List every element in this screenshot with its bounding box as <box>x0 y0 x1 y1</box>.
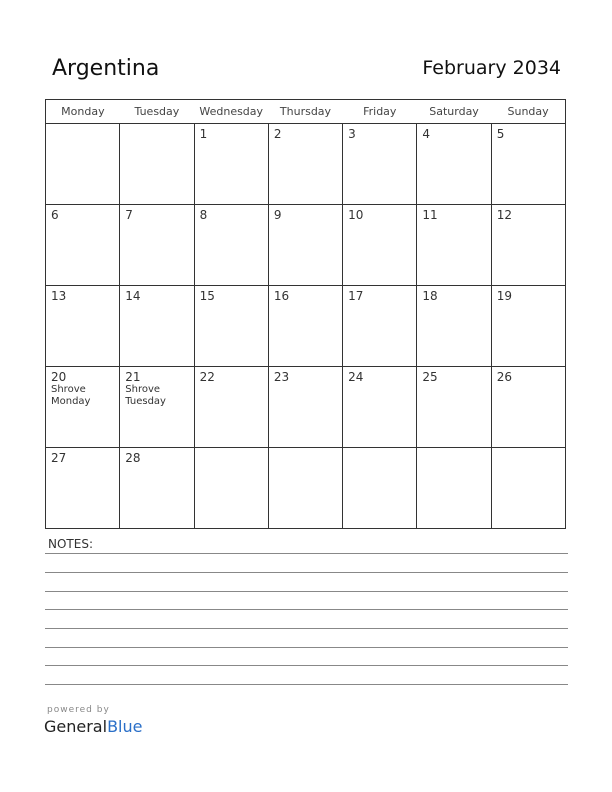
day-number: 16 <box>273 289 290 303</box>
brand-general: General <box>44 717 108 736</box>
day-cell <box>120 124 194 205</box>
day-cell <box>491 448 565 529</box>
day-cell <box>417 367 491 448</box>
day-cell <box>491 286 565 367</box>
day-number: 21 <box>125 370 141 384</box>
note-line <box>45 665 568 666</box>
day-cell <box>120 367 194 448</box>
day-number: 11 <box>422 208 438 222</box>
day-number: 28 <box>125 451 141 465</box>
day-number: 10 <box>348 208 364 222</box>
day-number: 5 <box>496 127 505 141</box>
brand-blue: Blue <box>107 717 143 736</box>
month-year-title: February 2034 <box>422 57 561 79</box>
day-number: 1 <box>199 127 208 141</box>
day-cell <box>343 205 417 286</box>
day-cell <box>120 286 194 367</box>
day-cell <box>417 286 491 367</box>
day-number: 26 <box>496 370 512 384</box>
day-number: 9 <box>273 208 282 222</box>
note-line <box>45 591 568 592</box>
day-cell <box>343 367 417 448</box>
day-number: 7 <box>125 208 133 222</box>
day-number: 24 <box>348 370 364 384</box>
week-row <box>46 124 566 205</box>
note-line <box>45 684 568 685</box>
day-number: 19 <box>496 289 512 303</box>
day-number: 15 <box>199 289 215 303</box>
day-cell <box>343 124 417 205</box>
brand-logo <box>44 717 142 736</box>
note-line <box>45 628 568 629</box>
day-cell <box>491 367 565 448</box>
weekday-header: Saturday <box>417 100 491 124</box>
day-cell <box>268 286 342 367</box>
day-cell <box>46 448 120 529</box>
day-number: 22 <box>199 370 215 384</box>
day-number: 8 <box>199 208 208 222</box>
day-number: 27 <box>51 451 67 465</box>
note-line <box>45 572 568 573</box>
notes-label: NOTES: <box>48 537 93 551</box>
day-number: 13 <box>51 289 67 303</box>
day-cell <box>120 448 194 529</box>
day-cell <box>194 367 268 448</box>
day-cell <box>417 448 491 529</box>
day-cell <box>268 124 342 205</box>
day-cell <box>417 205 491 286</box>
day-number: 20 <box>51 370 67 384</box>
day-number: 14 <box>125 289 141 303</box>
day-number: 12 <box>496 208 512 222</box>
day-cell <box>343 448 417 529</box>
weekday-header: Tuesday <box>120 100 194 124</box>
day-cell <box>194 286 268 367</box>
day-number: 25 <box>422 370 438 384</box>
day-cell <box>46 286 120 367</box>
calendar-grid <box>45 99 566 529</box>
weekday-header: Thursday <box>268 100 342 124</box>
day-cell <box>491 124 565 205</box>
day-cell <box>194 124 268 205</box>
day-cell <box>194 448 268 529</box>
weekday-header: Friday <box>343 100 417 124</box>
day-cell <box>46 205 120 286</box>
day-number: 3 <box>348 127 356 141</box>
week-row <box>46 286 566 367</box>
day-cell <box>194 205 268 286</box>
day-cell <box>268 448 342 529</box>
country-title: Argentina <box>52 56 160 81</box>
day-cell <box>417 124 491 205</box>
weekday-header: Monday <box>46 100 120 124</box>
weekday-header: Wednesday <box>194 100 268 124</box>
powered-by-text: powered by <box>47 705 110 715</box>
weekday-header: Sunday <box>491 100 565 124</box>
day-cell <box>491 205 565 286</box>
day-number: 18 <box>422 289 438 303</box>
day-cell <box>343 286 417 367</box>
week-row <box>46 205 566 286</box>
holiday-label: Shrove Monday <box>51 384 91 407</box>
note-line <box>45 553 568 554</box>
day-cell <box>46 124 120 205</box>
holiday-label: Shrove Tuesday <box>125 384 166 407</box>
day-cell <box>46 367 120 448</box>
day-cell <box>120 205 194 286</box>
day-cell <box>268 367 342 448</box>
week-row <box>46 448 566 529</box>
note-line <box>45 647 568 648</box>
week-row <box>46 367 566 448</box>
day-number: 4 <box>422 127 431 141</box>
weekday-header-row <box>46 100 566 124</box>
day-number: 23 <box>273 370 290 384</box>
day-number: 17 <box>348 289 364 303</box>
note-line <box>45 609 568 610</box>
day-number: 6 <box>51 208 59 222</box>
day-number: 2 <box>273 127 282 141</box>
day-cell <box>268 205 342 286</box>
